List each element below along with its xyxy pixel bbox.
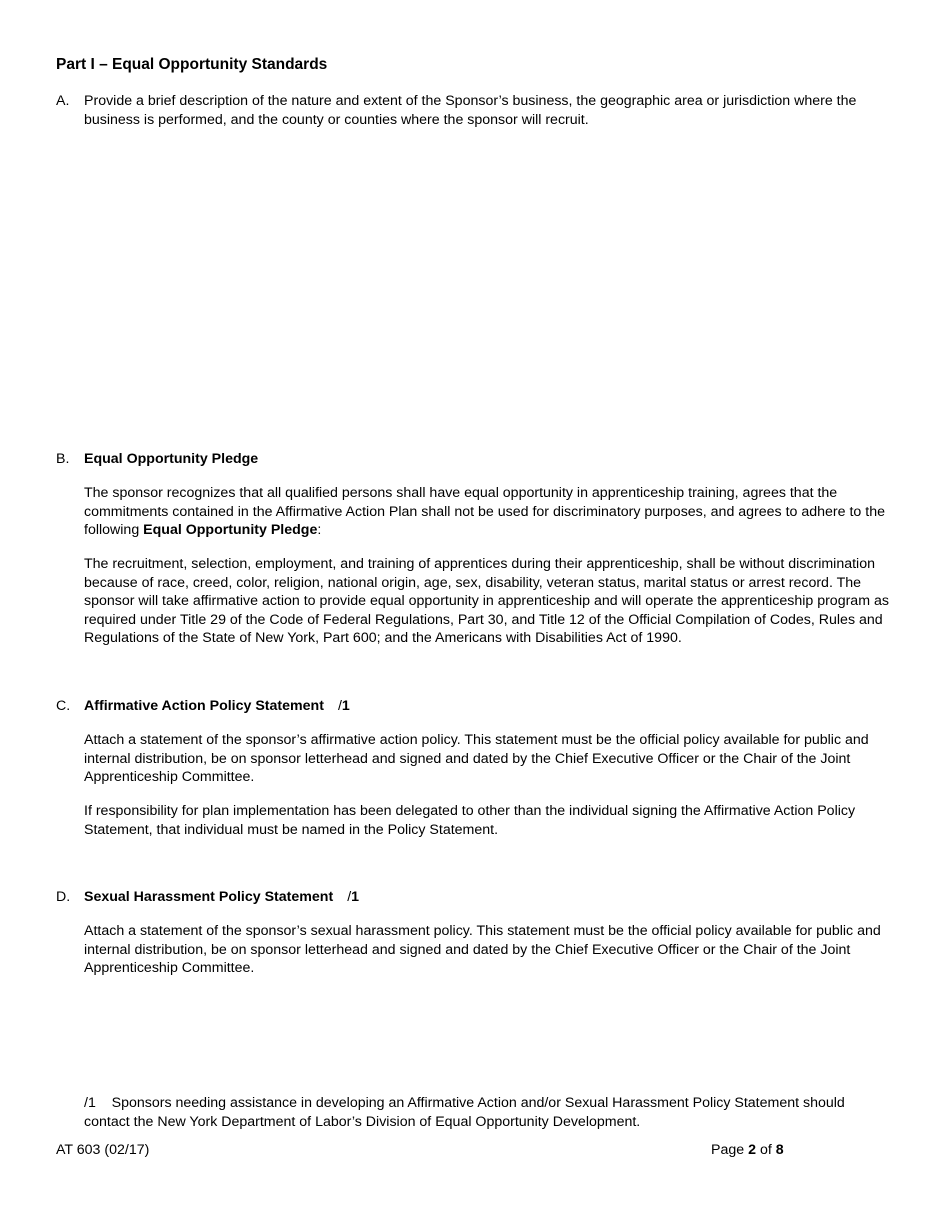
section-c-paragraph-2: If responsibility for plan implementation has been delegated to other than the individual signing the Affirmative Action Policy Statement, that individual must be named in the Policy Statement.	[84, 803, 856, 838]
pledge-name: Equal Opportunity Pledge	[143, 522, 318, 538]
section-d-paragraph-1: Attach a statement of the sponsor’s sexual harassment policy. This statement must be the official policy available for public and internal distribution, be on sponsor letterhead and signed and dated by the Chief Executive Officer or the Chair of the Joint Apprenticeship Committee.	[84, 923, 881, 976]
section-b-paragraph-1	[84, 484, 890, 540]
page-label: Page	[711, 1142, 745, 1158]
footnote-marker: /1	[84, 1095, 96, 1111]
section-c-heading-row	[84, 697, 890, 716]
section-b-paragraph-1-text: The sponsor recognizes that all qualified persons shall have equal opportunity in apprenticeship training, agrees that the commitments contained in the Affirmative Action Plan shall not be used for discriminatory purposes, and agrees to adhere to the following	[84, 485, 885, 538]
section-c-paragraph-1: Attach a statement of the sponsor’s affirmative action policy. This statement must be the official policy available for public and internal distribution, be on sponsor letterhead and signed and dated by the Chief Executive Officer or the Chair of the Joint Apprenticeship Committee.	[84, 732, 869, 785]
section-b-paragraph-2: The recruitment, selection, employment, and training of apprentices during their apprenticeship, shall be without discrimination because of race, creed, color, religion, national origin, age, sex, disability, veteran status, marital status or arrest record. The sponsor will take affirmative action to provide equal opportunity in apprenticeship and will operate the apprenticeship program as required under Title 29 of the Code of Federal Regulations, Part 30, and Title 12 of the Official Compilation of Codes, Rules and Regulations of the State of New York, Part 600; and the Americans with Disabilities Act of 1990.	[84, 556, 889, 646]
footnote	[84, 1094, 890, 1131]
section-d-footnote-ref	[347, 889, 359, 905]
section-b-paragraph-1-end: :	[317, 522, 322, 538]
section-b-heading: Equal Opportunity Pledge	[84, 451, 259, 467]
section-a-response-area	[84, 134, 890, 434]
section-a-text: Provide a brief description of the nature and extent of the Sponsor’s business, the geographic area or jurisdiction where the business is performed, and the county or counties where the sponsor will recruit.	[84, 93, 857, 128]
page-total: 8	[775, 1142, 784, 1158]
form-id: AT 603 (02/17)	[56, 1142, 150, 1158]
page-current: 2	[748, 1142, 756, 1158]
section-c-footnote-num: 1	[341, 698, 350, 714]
section-c-heading: Affirmative Action Policy Statement	[84, 698, 324, 714]
section-c-letter: C.	[56, 698, 71, 714]
section-d-footnote-num: 1	[351, 889, 360, 905]
footnote-text: Sponsors needing assistance in developing an Affirmative Action and/or Sexual Harassment Policy Statement should contact the New York Department of Labor’s Division of Equal Opportunity Development.	[84, 1095, 845, 1130]
section-c-footnote-slash: /	[337, 698, 342, 714]
section-c-footnote-ref	[338, 698, 350, 714]
page-of-label: of	[759, 1142, 772, 1158]
part-title: Part I – Equal Opportunity Standards	[56, 56, 328, 73]
section-d-heading-row	[84, 888, 890, 907]
section-a-letter: A.	[56, 93, 70, 109]
section-d-letter: D.	[56, 889, 71, 905]
section-d-footnote-slash: /	[347, 889, 352, 905]
page-number	[711, 1141, 784, 1160]
section-d-heading: Sexual Harassment Policy Statement	[84, 889, 334, 905]
section-b-letter: B.	[56, 451, 70, 467]
